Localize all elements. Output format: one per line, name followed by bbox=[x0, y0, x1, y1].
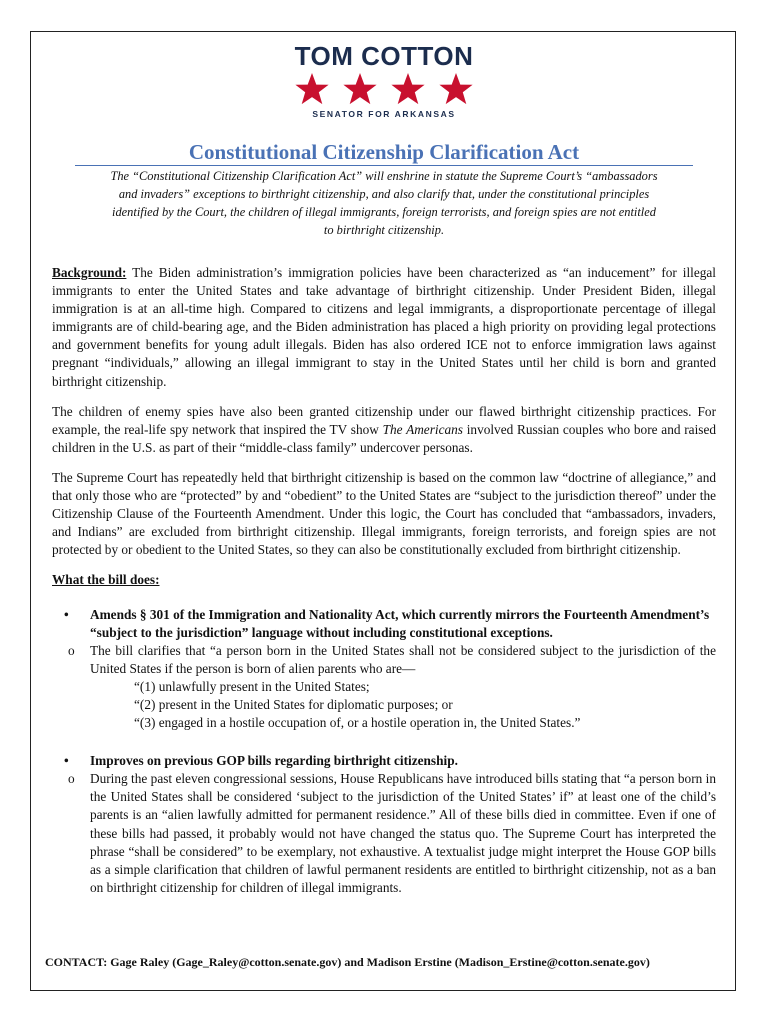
bill-item bbox=[52, 606, 716, 642]
spies-text-end: involved Russian couples who bore and raised children in the U.S. as part of their “middle-class family” undercover personas. bbox=[52, 421, 716, 455]
document-title: Constitutional Citizenship Clarification Act bbox=[75, 139, 693, 166]
bill-item-detail bbox=[52, 770, 716, 897]
background-text: The Biden administration’s immigration policies have been characterized as “an inducement” for illegal immigrants to enter the United States and take advantage of birthright citizenship. Under President Biden, illegal immigration is at an all-time high. Compared to citizens and legal immigrants, a disproportionate percentage of illegal immigrants are of child-bearing age, and the Biden administration has placed a high priority on providing legal protections and government benefits for young adult illegals. Biden has also ordered ICE not to enforce immigration laws against pregnant “individuals,” allowing an illegal immigrant to stay in the United States until her child is born and granted birthright citizenship. bbox=[52, 265, 716, 389]
brand-subtitle: SENATOR FOR ARKANSAS bbox=[312, 109, 456, 119]
bill-heading: What the bill does: bbox=[52, 572, 160, 588]
bill-item-title: Amends § 301 of the Immigration and Nationality Act, which currently mirrors the Fourteenth Amendment’s “subject to the jurisdiction” language without including constitutional exceptions. bbox=[90, 606, 710, 640]
bill-item-detail bbox=[52, 642, 716, 678]
bullet-icon: • bbox=[64, 606, 69, 622]
bill-item-detail-text: During the past eleven congressional sessions, House Republicans have introduced bills stating that “a person born in the United States shall be considered ‘subject to the jurisdiction of the United States’ if” at least one of the child’s parents is an “alien lawfully admitted for permanent residence.” All of these bills died in committee. Even if one of these bills had passed, it probably would not have changed the status quo. The Supreme Court has interpreted the phrase “shall be considered” to be exemplary, not exhaustive. A textualist judge might interpret the House GOP bills as a simple clarification that children of lawful permanent residents are entitled to birthright citizenship, not as a ban on birthright citizenship for children of illegal immigrants. bbox=[90, 771, 716, 895]
court-paragraph: The Supreme Court has repeatedly held that birthright citizenship is based on the common law “doctrine of allegiance,” and that only those who are “protected” by and “obedient” to the United States are “subject to the jurisdiction thereof” under the Citizenship Clause of the Fourteenth Amendment. Under this logic, the Court has concluded that “ambassadors, invaders, and Indians” are excluded from birthright citizenship. Illegal immigrants, foreign terrorists, and foreign spies are not protected by or obedient to the United States, so they can also be constitutionally excluded from birthright citizenship. bbox=[52, 469, 716, 558]
stars-row bbox=[0, 72, 768, 108]
spies-paragraph bbox=[52, 403, 716, 457]
quote-line: “(3) engaged in a hostile occupation of, or a hostile operation in, the United States.” bbox=[134, 715, 581, 731]
sub-bullet-icon: o bbox=[68, 642, 75, 658]
sub-bullet-icon: o bbox=[68, 771, 75, 787]
quote-line: “(2) present in the United States for diplomatic purposes; or bbox=[134, 696, 453, 712]
letterhead bbox=[0, 42, 768, 119]
star-icon bbox=[438, 72, 474, 106]
spies-text-start: The children of enemy spies have also been granted citizenship under our flawed birthright citizenship practices. For example, the real-life spy network that inspired the TV show bbox=[52, 403, 716, 437]
bill-item bbox=[52, 752, 716, 770]
show-title: The Americans bbox=[382, 421, 463, 437]
document-body bbox=[52, 264, 716, 897]
star-icon bbox=[342, 72, 378, 106]
star-icon bbox=[390, 72, 426, 106]
background-paragraph bbox=[52, 264, 716, 391]
brand-name: TOM COTTON bbox=[294, 41, 474, 71]
background-label: Background: bbox=[52, 265, 127, 280]
bill-item-title: Improves on previous GOP bills regarding birthright citizenship. bbox=[90, 753, 458, 769]
document-summary: The “Constitutional Citizenship Clarification Act” will enshrine in statute the Supreme Court’s “ambassadors and invaders” exceptions to birthright citizenship, and also clarify that, under the constitutional principles identified by the Court, the children of illegal immigrants, foreign terrorists, and foreign spies are not entitled to birthright citizenship. bbox=[110, 169, 658, 237]
bill-item-detail-text: The bill clarifies that “a person born in the United States shall not be considered subject to the jurisdiction of the United States if the person is born of alien parents who are— bbox=[90, 642, 716, 676]
contact-line: CONTACT: Gage Raley (Gage_Raley@cotton.senate.gov) and Madison Erstine (Madison_Erstine@cotton.senate.gov) bbox=[45, 955, 650, 969]
quote-line: “(1) unlawfully present in the United States; bbox=[134, 678, 370, 694]
star-icon bbox=[294, 72, 330, 106]
bullet-icon: • bbox=[64, 753, 69, 769]
